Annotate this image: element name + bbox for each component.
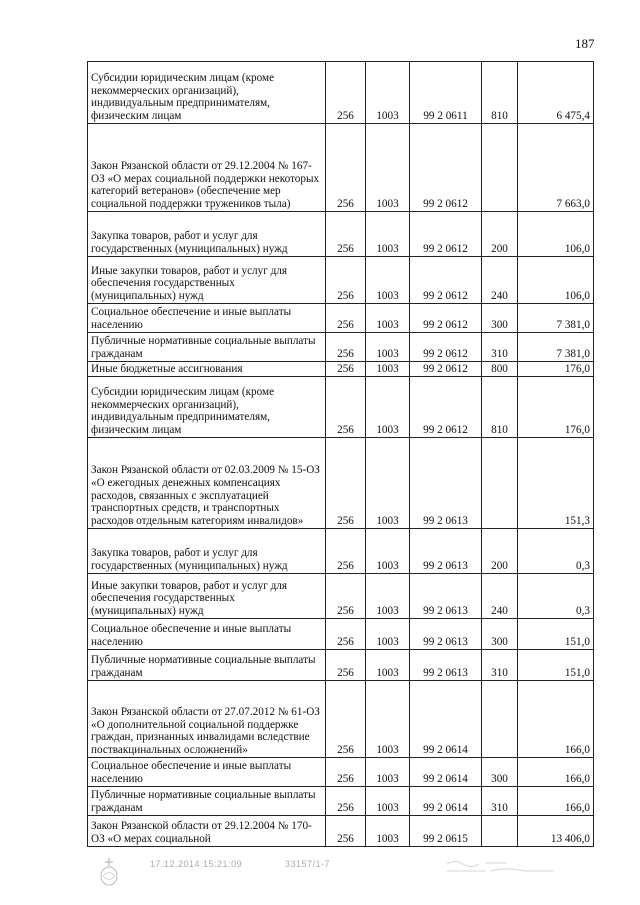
row-ved: 256 bbox=[326, 124, 366, 212]
row-sum: 7 381,0 bbox=[518, 304, 594, 333]
row-name: Публичные нормативные социальные выплаты гражданам bbox=[88, 333, 326, 362]
row-sum: 13 406,0 bbox=[518, 816, 594, 847]
table-row bbox=[88, 758, 594, 787]
row-vr: 200 bbox=[482, 529, 518, 574]
row-ved: 256 bbox=[326, 681, 366, 758]
row-name: Иные закупки товаров, работ и услуг для обеспечения государственных (муниципальных) нужд bbox=[88, 257, 326, 304]
table-row bbox=[88, 333, 594, 362]
row-section: 1003 bbox=[366, 619, 410, 650]
row-csr: 99 2 0612 bbox=[410, 333, 482, 362]
row-sum: 0,3 bbox=[518, 574, 594, 619]
row-section: 1003 bbox=[366, 787, 410, 816]
row-ved: 256 bbox=[326, 377, 366, 438]
row-vr: 240 bbox=[482, 257, 518, 304]
row-sum: 176,0 bbox=[518, 377, 594, 438]
table-row bbox=[88, 377, 594, 438]
row-vr: 300 bbox=[482, 619, 518, 650]
row-sum: 166,0 bbox=[518, 758, 594, 787]
row-section: 1003 bbox=[366, 62, 410, 124]
table-row bbox=[88, 257, 594, 304]
row-section: 1003 bbox=[366, 212, 410, 257]
row-csr: 99 2 0613 bbox=[410, 574, 482, 619]
table-row bbox=[88, 362, 594, 377]
row-section: 1003 bbox=[366, 650, 410, 681]
row-sum: 6 475,4 bbox=[518, 62, 594, 124]
row-sum: 151,3 bbox=[518, 438, 594, 529]
table-row bbox=[88, 681, 594, 758]
page-number: 187 bbox=[575, 36, 595, 51]
row-name: Социальное обеспечение и иные выплаты населению bbox=[88, 304, 326, 333]
footer-code: 33157/1-7 bbox=[285, 859, 331, 869]
row-name: Закон Рязанской области от 27.07.2012 № 61-ОЗ «О дополнительной социальной поддержке граждан, признанных инвалидами вследствие поствакцинальных осложнений» bbox=[88, 681, 326, 758]
row-csr: 99 2 0615 bbox=[410, 816, 482, 847]
row-section: 1003 bbox=[366, 377, 410, 438]
row-vr: 200 bbox=[482, 212, 518, 257]
row-csr: 99 2 0612 bbox=[410, 124, 482, 212]
row-vr: 810 bbox=[482, 377, 518, 438]
table-row bbox=[88, 438, 594, 529]
row-section: 1003 bbox=[366, 362, 410, 377]
row-section: 1003 bbox=[366, 333, 410, 362]
table-row bbox=[88, 574, 594, 619]
row-section: 1003 bbox=[366, 257, 410, 304]
table-row bbox=[88, 212, 594, 257]
row-name: Социальное обеспечение и иные выплаты населению bbox=[88, 758, 326, 787]
row-sum: 176,0 bbox=[518, 362, 594, 377]
row-ved: 256 bbox=[326, 619, 366, 650]
row-ved: 256 bbox=[326, 438, 366, 529]
row-section: 1003 bbox=[366, 681, 410, 758]
row-section: 1003 bbox=[366, 304, 410, 333]
row-csr: 99 2 0612 bbox=[410, 257, 482, 304]
row-section: 1003 bbox=[366, 816, 410, 847]
row-vr bbox=[482, 124, 518, 212]
budget-table bbox=[87, 61, 594, 847]
row-ved: 256 bbox=[326, 362, 366, 377]
row-sum: 0,3 bbox=[518, 529, 594, 574]
row-csr: 99 2 0612 bbox=[410, 362, 482, 377]
row-ved: 256 bbox=[326, 333, 366, 362]
row-ved: 256 bbox=[326, 304, 366, 333]
row-csr: 99 2 0614 bbox=[410, 787, 482, 816]
row-name: Иные закупки товаров, работ и услуг для обеспечения государственных (муниципальных) нужд bbox=[88, 574, 326, 619]
row-sum: 106,0 bbox=[518, 257, 594, 304]
row-ved: 256 bbox=[326, 816, 366, 847]
table-row bbox=[88, 304, 594, 333]
row-name: Закупка товаров, работ и услуг для государственных (муниципальных) нужд bbox=[88, 529, 326, 574]
row-name: Закон Рязанской области от 29.12.2004 № 170-ОЗ «О мерах социальной bbox=[88, 816, 326, 847]
row-name: Публичные нормативные социальные выплаты гражданам bbox=[88, 787, 326, 816]
row-sum: 166,0 bbox=[518, 787, 594, 816]
row-vr bbox=[482, 681, 518, 758]
row-csr: 99 2 0613 bbox=[410, 650, 482, 681]
table-row bbox=[88, 787, 594, 816]
table-row bbox=[88, 124, 594, 212]
row-csr: 99 2 0614 bbox=[410, 681, 482, 758]
row-ved: 256 bbox=[326, 212, 366, 257]
row-ved: 256 bbox=[326, 787, 366, 816]
row-csr: 99 2 0613 bbox=[410, 619, 482, 650]
page-footer bbox=[0, 856, 640, 896]
row-vr: 310 bbox=[482, 787, 518, 816]
row-sum: 7 663,0 bbox=[518, 124, 594, 212]
row-section: 1003 bbox=[366, 124, 410, 212]
row-sum: 151,0 bbox=[518, 619, 594, 650]
table-row bbox=[88, 529, 594, 574]
row-ved: 256 bbox=[326, 574, 366, 619]
row-csr: 99 2 0611 bbox=[410, 62, 482, 124]
row-ved: 256 bbox=[326, 529, 366, 574]
row-sum: 106,0 bbox=[518, 212, 594, 257]
row-name: Субсидии юридическим лицам (кроме некоммерческих организаций), индивидуальным предпринимателям, физическим лицам bbox=[88, 377, 326, 438]
row-csr: 99 2 0612 bbox=[410, 304, 482, 333]
row-vr: 300 bbox=[482, 758, 518, 787]
row-csr: 99 2 0612 bbox=[410, 377, 482, 438]
table-row bbox=[88, 619, 594, 650]
row-vr: 240 bbox=[482, 574, 518, 619]
row-sum: 166,0 bbox=[518, 681, 594, 758]
row-sum: 7 381,0 bbox=[518, 333, 594, 362]
row-name: Субсидии юридическим лицам (кроме некоммерческих организаций), индивидуальным предпринимателям, физическим лицам bbox=[88, 62, 326, 124]
row-section: 1003 bbox=[366, 574, 410, 619]
table-row bbox=[88, 62, 594, 124]
row-section: 1003 bbox=[366, 438, 410, 529]
row-name: Закон Рязанской области от 02.03.2009 № 15-ОЗ «О ежегодных денежных компенсациях расходов, связанных с эксплуатацией транспортных средств, и транспортных расходов отдельным категориям инвалидов» bbox=[88, 438, 326, 529]
row-name: Закон Рязанской области от 29.12.2004 № 167-ОЗ «О мерах социальной поддержки некоторых категорий ветеранов» (обеспечение мер социальной поддержки тружеников тыла) bbox=[88, 124, 326, 212]
row-vr: 810 bbox=[482, 62, 518, 124]
registry-stamp-icon bbox=[98, 856, 120, 888]
table-row bbox=[88, 650, 594, 681]
row-vr bbox=[482, 816, 518, 847]
row-sum: 151,0 bbox=[518, 650, 594, 681]
footer-timestamp: 17.12.2014 15:21:09 bbox=[150, 859, 243, 869]
table-row bbox=[88, 816, 594, 847]
faint-signature-mark bbox=[445, 858, 555, 879]
row-vr: 310 bbox=[482, 333, 518, 362]
row-name: Закупка товаров, работ и услуг для государственных (муниципальных) нужд bbox=[88, 212, 326, 257]
row-ved: 256 bbox=[326, 62, 366, 124]
row-section: 1003 bbox=[366, 758, 410, 787]
row-ved: 256 bbox=[326, 650, 366, 681]
row-csr: 99 2 0612 bbox=[410, 212, 482, 257]
row-vr: 800 bbox=[482, 362, 518, 377]
row-csr: 99 2 0613 bbox=[410, 529, 482, 574]
row-csr: 99 2 0613 bbox=[410, 438, 482, 529]
row-name: Публичные нормативные социальные выплаты гражданам bbox=[88, 650, 326, 681]
row-vr: 310 bbox=[482, 650, 518, 681]
row-name: Иные бюджетные ассигнования bbox=[88, 362, 326, 377]
row-vr bbox=[482, 438, 518, 529]
row-csr: 99 2 0614 bbox=[410, 758, 482, 787]
row-name: Социальное обеспечение и иные выплаты населению bbox=[88, 619, 326, 650]
row-ved: 256 bbox=[326, 758, 366, 787]
row-ved: 256 bbox=[326, 257, 366, 304]
row-section: 1003 bbox=[366, 529, 410, 574]
row-vr: 300 bbox=[482, 304, 518, 333]
